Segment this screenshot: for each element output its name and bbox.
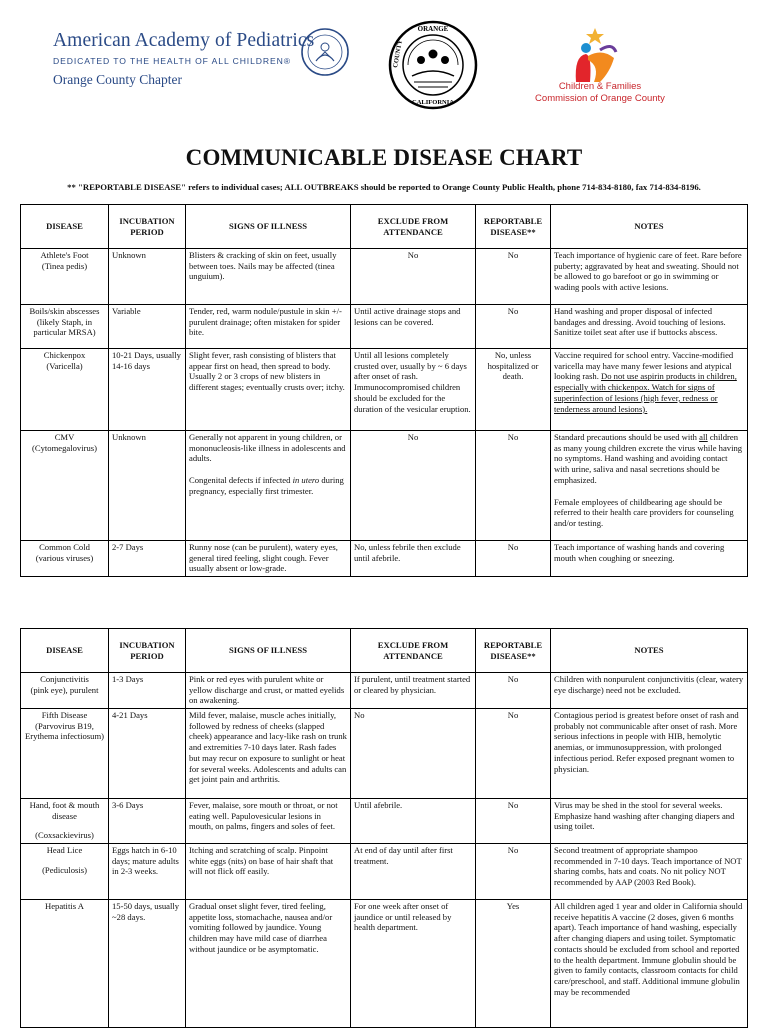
svg-text:COUNTY: COUNTY [392, 39, 404, 69]
notes-text: Standard precautions should be used with [554, 432, 700, 442]
disease-cell [21, 541, 109, 577]
disease-cell [21, 305, 109, 349]
disease-cell [21, 249, 109, 305]
notes-emphasis: all [699, 432, 708, 442]
col-header-reportable: REPORTABLE DISEASE** [476, 205, 551, 249]
exclude-cell: No [351, 431, 476, 541]
table-row [21, 709, 748, 799]
disease-name: Fifth Disease [41, 710, 88, 720]
notes-cell: Contagious period is greatest before onset of rash and probably not communicable after onset of rash. More serious infections in people with HIB, hemolytic anemias, or immunosuppression, with prolonged infectious period. Refer exposed pregnant women to physician. [551, 709, 748, 799]
disease-cell [21, 431, 109, 541]
table-header-row [21, 629, 748, 673]
reporting-notice: ** "REPORTABLE DISEASE" refers to individual cases; ALL OUTBREAKS should be reported to Orange County Public Health, phone 714-834-8180, fax 714-834-8196. [67, 182, 701, 192]
incubation-cell: Unknown [109, 249, 186, 305]
incubation-cell: 10-21 Days, usually 14-16 days [109, 349, 186, 431]
signs-text: during pregnancy, especially first trimester. [189, 475, 344, 496]
table-header-row [21, 205, 748, 249]
disease-cell [21, 844, 109, 900]
disease-name: CMV [54, 432, 75, 442]
exclude-cell: Until all lesions completely crusted over, usually by ~ 6 days after onset of rash. Immunocompromised children should be excluded for the duration of the vesicular eruption. [351, 349, 476, 431]
disease-cell [21, 349, 109, 431]
col-header-notes: NOTES [551, 205, 748, 249]
notes-cell: All children aged 1 year and older in California should receive hepatitis A vaccine (2 doses, given 6 months apart). Teach importance of hand washing, especially after changing diapers and using toilet. Symptomatic contacts should be excluded from school and reported to the health department. Immune globulin should be given to family contacts, classroom contacts for child care/preschool, and staff. Additional immune globulin may be recommended [551, 900, 748, 1028]
reportable-cell: No [476, 431, 551, 541]
col-header-incubation: INCUBATION PERIOD [109, 629, 186, 673]
table-row [21, 305, 748, 349]
svg-text:ORANGE: ORANGE [417, 25, 449, 33]
incubation-cell: 2-7 Days [109, 541, 186, 577]
reportable-cell: No, unless hospitalized or death. [476, 349, 551, 431]
col-header-incubation: INCUBATION PERIOD [109, 205, 186, 249]
disease-name: Conjunctivitis [40, 674, 89, 684]
notes-text: Female employees of childbearing age should be referred to their health care providers for counseling and/or testing. [554, 496, 734, 528]
exclude-cell: If purulent, until treatment started or cleared by physician. [351, 673, 476, 709]
incubation-cell: Variable [109, 305, 186, 349]
page-title: COMMUNICABLE DISEASE CHART [185, 145, 583, 170]
disease-table-1 [20, 204, 748, 577]
table-row [21, 799, 748, 844]
cfc-line2: Commission of Orange County [535, 93, 665, 104]
incubation-cell: 3-6 Days [109, 799, 186, 844]
disease-name: Hand, foot & mouth disease [29, 800, 100, 821]
notes-warning-text: Do not use aspirin products in children, especially with chickenpox. Watch for signs of superinfection of lesions (high fever, redness or tenderness around lesions). [554, 371, 737, 414]
exclude-cell: No [351, 709, 476, 799]
notes-cell: Virus may be shed in the stool for several weeks. Emphasize hand washing after changing diapers and using toilet. [551, 799, 748, 844]
notes-cell: Children with nonpurulent conjunctivitis (clear, watery eye discharge) need not be excluded. [551, 673, 748, 709]
signs-cell: Gradual onset slight fever, tired feeling, appetite loss, stomachache, nausea and/or vomiting followed by jaundice. Young children may have mild case of diarrhea without jaundice or be asymptomatic. [186, 900, 351, 1028]
disease-name: Chickenpox [43, 350, 86, 360]
notes-cell [551, 431, 748, 541]
exclude-cell: No [351, 249, 476, 305]
table-row [21, 249, 748, 305]
cfc-line1: Children & Families [558, 81, 642, 92]
disease-name: Head Lice [46, 845, 83, 855]
signs-cell: Tender, red, warm nodule/pustule in skin +/- purulent drainage; often mistaken for spider bite. [186, 305, 351, 349]
children-families-text [520, 81, 680, 105]
incubation-cell: Eggs hatch in 6-10 days; mature adults in 2-3 weeks. [109, 844, 186, 900]
disease-name: Hepatitis A [45, 901, 84, 911]
disease-alt-name: (Cytomegalovirus) [32, 442, 97, 453]
exclude-cell: For one week after onset of jaundice or until released by health department. [351, 900, 476, 1028]
disease-alt-name: (Varicella) [46, 360, 83, 371]
signs-cell: Blisters & cracking of skin on feet, usually between toes. Nails may be affected (tinea unguium). [186, 249, 351, 305]
signs-cell: Itching and scratching of scalp. Pinpoint white eggs (nits) on base of hair shaft that will not flick off easily. [186, 844, 351, 900]
reportable-cell: No [476, 541, 551, 577]
notes-text: Vaccine required for school entry. Vaccine-modified varicella may have many fewer lesions and atypical looking rash. [554, 350, 734, 382]
notes-cell: Hand washing and proper disposal of infected bandages and dressing. Avoid touching of lesions. Sanitize toilet seat after use if buttocks abscess. [551, 305, 748, 349]
incubation-cell: 1-3 Days [109, 673, 186, 709]
exclude-cell: No, unless febrile then exclude until afebrile. [351, 541, 476, 577]
disease-cell [21, 673, 109, 709]
svg-text:CALIFORNIA: CALIFORNIA [412, 99, 454, 106]
notes-cell [551, 349, 748, 431]
table-row [21, 349, 748, 431]
disease-cell [21, 709, 109, 799]
signs-cell: Pink or red eyes with purulent white or yellow discharge and crust, or matted eyelids on awakening. [186, 673, 351, 709]
reportable-cell: No [476, 709, 551, 799]
signs-text: Congenital defects if infected [189, 475, 293, 486]
incubation-cell: Unknown [109, 431, 186, 541]
col-header-signs: SIGNS OF ILLNESS [186, 629, 351, 673]
notes-text: children as many young children excrete the virus while having no symptoms. Hand washing and avoiding contact with urine, saliva and nasal secretions should be emphasized. [554, 432, 743, 485]
disease-cell [21, 900, 109, 1028]
reportable-cell: No [476, 305, 551, 349]
county-seal-icon [388, 20, 478, 110]
signs-text: Generally not apparent in young children, or mononucleosis-like illness in adolescents and adults. [189, 432, 346, 464]
table-row [21, 431, 748, 541]
children-families-logo-icon [570, 26, 620, 84]
disease-alt-name: (pink eye), purulent [30, 684, 99, 695]
exclude-cell: Until afebrile. [351, 799, 476, 844]
disease-cell [21, 799, 109, 844]
notes-cell: Teach importance of washing hands and covering mouth when coughing or sneezing. [551, 541, 748, 577]
col-header-disease: DISEASE [21, 629, 109, 673]
reportable-cell: No [476, 844, 551, 900]
table-row [21, 673, 748, 709]
signs-cell: Runny nose (can be purulent), watery eyes, general tired feeling, slight cough. Fever usually absent or low-grade. [186, 541, 351, 577]
exclude-cell: Until active drainage stops and lesions can be covered. [351, 305, 476, 349]
disease-name: Athlete's Foot [40, 250, 89, 260]
disease-alt-name: (various viruses) [35, 552, 94, 563]
incubation-cell: 15-50 days, usually ~28 days. [109, 900, 186, 1028]
signs-cell [186, 431, 351, 541]
incubation-cell: 4-21 Days [109, 709, 186, 799]
reportable-cell: No [476, 249, 551, 305]
col-header-reportable: REPORTABLE DISEASE** [476, 629, 551, 673]
disease-alt-name: (Coxsackievirus) [35, 830, 94, 841]
notes-cell: Teach importance of hygienic care of feet. Rare before puberty; aggravated by heat and sweating. Should not be allowed to go barefoot or go in swimming or wading pools with active lesions. [551, 249, 748, 305]
exclude-cell: At end of day until after first treatment. [351, 844, 476, 900]
aap-name: American Academy of Pediatrics [53, 30, 315, 51]
aap-seal-icon [300, 27, 350, 77]
col-header-exclude: EXCLUDE FROM ATTENDANCE [351, 629, 476, 673]
reportable-cell: No [476, 673, 551, 709]
table-row [21, 844, 748, 900]
aap-chapter: Orange County Chapter [53, 72, 182, 87]
table-row [21, 541, 748, 577]
col-header-signs: SIGNS OF ILLNESS [186, 205, 351, 249]
signs-cell: Slight fever, rash consisting of blisters that appear first on head, then spread to body. Usually 2 or 3 crops of new blisters in different stages; eventually crusts over; itchy. [186, 349, 351, 431]
signs-cell: Mild fever, malaise, muscle aches initially, followed by redness of cheeks (slapped cheek) appearance and lacy-like rash on trunk and extremities 7-10 days later. Rash fades but may recur on exposure to sunlight or heat for several weeks. Adolescents and adults can get joint pain and arthritis. [186, 709, 351, 799]
aap-tagline: DEDICATED TO THE HEALTH OF ALL CHILDREN® [53, 56, 291, 66]
col-header-notes: NOTES [551, 629, 748, 673]
reportable-cell: No [476, 799, 551, 844]
table-row [21, 900, 748, 1028]
reportable-cell: Yes [476, 900, 551, 1028]
col-header-disease: DISEASE [21, 205, 109, 249]
signs-cell: Fever, malaise, sore mouth or throat, or not eating well. Papulovesicular lesions in mouth, on palms, fingers and soles of feet. [186, 799, 351, 844]
disease-table-2 [20, 628, 748, 1028]
signs-emphasis: in utero [292, 475, 320, 486]
disease-alt-name: (Tinea pedis) [41, 260, 88, 271]
disease-name: Common Cold [39, 542, 90, 552]
disease-alt-name: (Pediculosis) [42, 864, 87, 875]
disease-name: Boils/skin abscesses (likely Staph, in particular MRSA) [29, 306, 100, 338]
notes-cell: Second treatment of appropriate shampoo recommended in 7-10 days. Teach importance of NOT sharing combs, hats and coats. No nit policy NOT recommended by AAP (2003 Red Book). [551, 844, 748, 900]
col-header-exclude: EXCLUDE FROM ATTENDANCE [351, 205, 476, 249]
disease-alt-name: (Parvovirus B19, Erythema infectiosum) [25, 720, 104, 742]
